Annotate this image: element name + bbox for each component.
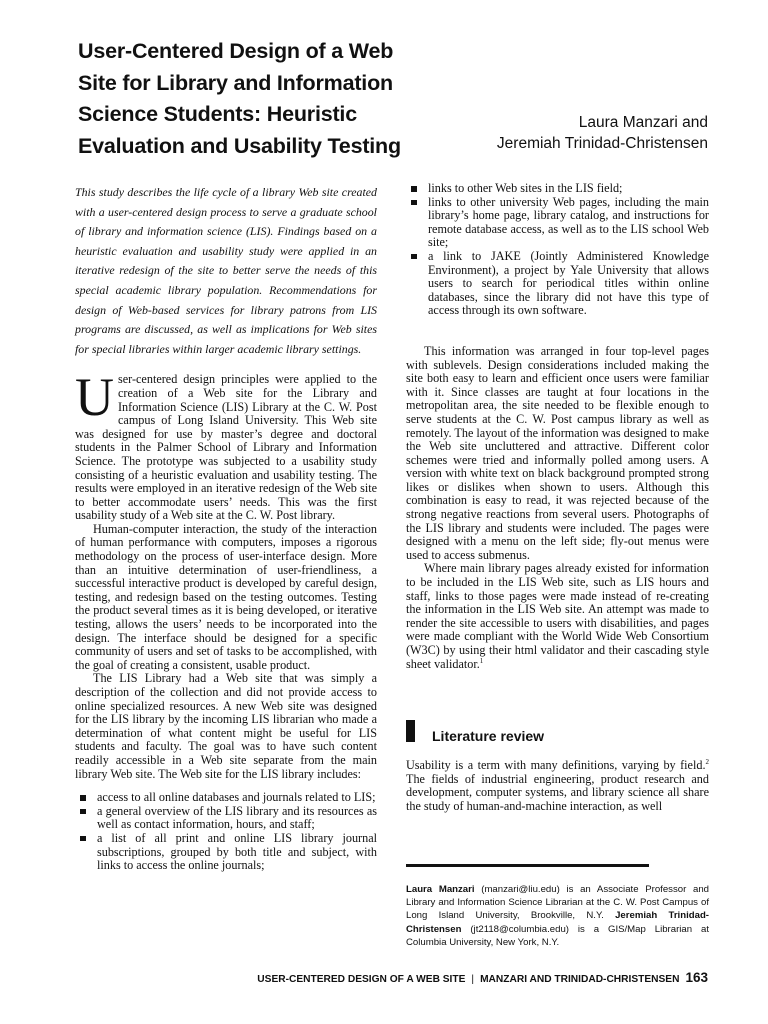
body-paragraph: The LIS Library had a Web site that was simply a description of the collection and did not provide access to online specialized resources. A new Web site was designed for the LIS library by the incoming LIS librarian who made a determination of what content might be useful for LIS students and faculty. The goal was to have such content readily accessible in a Web site separate from the main library Web site. The Web site for the LIS library includes: [75, 671, 377, 781]
body-paragraph: Human-computer interaction, the study of the interaction of human performance with computers, imposes a rigorous methodology on the process of user-interface design. More than an intuitive determination of user-friendliness, a successful interactive product is developed by careful design, testing, and redesign based on the testing outcomes. Testing the product several times as it is being developed, or iterative testing, allows the users’ needs to be incorporated into the design. The interface should be designed for a specific community of users and set of tasks to be accomplished, with the goal of creating a consistent, usable product. [75, 521, 377, 672]
running-title: USER-CENTERED DESIGN OF A WEB SITE [257, 974, 466, 985]
body-paragraph: Usability is a term with many definitions, varying by field.$^2$ The fields of industrial engineering, product research and development, computer systems, and library science all share the study of human-and-machine interaction, as well [406, 757, 709, 813]
body-paragraph: Where main library pages already existed for information to be included in the LIS Web site, such as LIS hours and staff, links to those pages were made instead of re-creating the information in the LIS Web site. An attempt was made to render the site accessible to users with disabilities, and pages were made compliant with the World Wide Web Consortium (W3C) by using their html validator and their cascading style sheet validator.$^1$ [406, 561, 709, 671]
section-heading: Literature review [432, 728, 545, 744]
footnote-marker: 1 [479, 656, 484, 665]
drop-cap: U [75, 367, 114, 428]
bullet-icon [411, 186, 417, 192]
title-line: Science Students: Heuristic [78, 102, 357, 126]
bullet-icon [411, 200, 417, 206]
footnote-marker: 2 [705, 757, 709, 766]
body-paragraph: This information was arranged in four top-level pages with sublevels. Design considerations included making the site both easy to learn and efficient once users were familiar with it. Since classes are taught at four locations in the metropolitan area, the site needed to be flexible enough to serve students at the C. W. Post campus library as well as remotely. The layout of the information was designed to make the Web site uncluttered and attractive. Different color schemes were tried and informally polled among users. A version with white text on black background prompted strong likes or dislikes when shown to users. Although this combination is easy to read, it was rejected because of the strong negative reactions from several users. Photographs of the LIS library and students were included. The pages were designed with a menu on the left side; fly-out menus were used to access submenus. [406, 343, 709, 562]
list-item: a link to JAKE (Jointly Administered Knowledge Environment), a project by Yale University that allows users to search for periodical titles within online databases, since the library did not have this type of access through its own software. [428, 250, 709, 318]
title-line: Evaluation and Usability Testing [78, 133, 401, 158]
footnote-rule [406, 864, 649, 867]
list-item: a list of all print and online LIS library journal subscriptions, grouped by both title and subject, with links to access the online journals; [97, 832, 377, 873]
bullet-icon [80, 809, 86, 815]
feature-list [75, 791, 377, 873]
author-line: Jeremiah Trinidad-Christensen [496, 135, 708, 152]
abstract: This study describes the life cycle of a library Web site created with a user-centered design process to serve a graduate school of library and information science (LIS). Findings based on a heuristic evaluation and usability study were applied in an iterative redesign of the site to better serve the needs of this special academic library population. Recommendations for design of Web-based services for library patrons from LIS programs are discussed, as well as implications for Web sites for special libraries within larger academic library settings. [75, 185, 377, 356]
bullet-icon [411, 254, 417, 260]
feature-list-continued [406, 182, 709, 318]
paragraph-text: ser-centered design principles were applied to the creation of a Web site for the Library and Information Science (LIS) Library at the C. W. Post campus of Long Island University. This Web site was designed for use by master’s degree and doctoral students in the Palmer School of Library and Information Science. The prototype was subjected to a usability study consisting of a heuristic evaluation and usability testing. The results were employed in an iterative redesign of the Web site to better accommodate users’ needs. This was the first usability study of a Web site at the C. W. Post library. [75, 372, 377, 523]
running-authors: MANZARI AND TRINIDAD-CHRISTENSEN [480, 974, 680, 985]
bullet-icon [80, 836, 86, 842]
title-line: Site for Library and Information [78, 70, 393, 95]
section-marker [406, 720, 415, 742]
list-item: links to other Web sites in the LIS field; [428, 182, 709, 196]
body-paragraph [75, 367, 377, 523]
page-number: 163 [685, 970, 708, 985]
body-text-left [75, 367, 377, 873]
author-bio: Laura Manzari (manzari@liu.edu) is an Associate Professor and Library and Information Science Librarian at the C. W. Post Campus of Long Island University, Brookville, N.Y. Jeremiah Trinidad-Christensen (jt2118@columbia.edu) is a GIS/Map Librarian at Columbia University, New York, N.Y. [406, 884, 709, 948]
author-name: Laura Manzari [406, 884, 475, 895]
body-text-right [406, 345, 709, 671]
article-title [78, 36, 458, 162]
list-item: links to other university Web pages, including the main library’s home page, library catalog, and instructions for remote database access, as well as to the LIS school Web site; [428, 196, 709, 250]
list-item: a general overview of the LIS library and its resources as well as contact information, hours, and staff; [97, 805, 377, 832]
right-column [406, 182, 709, 671]
list-item: access to all online databases and journals related to LIS; [97, 791, 377, 805]
footer-separator: | [471, 974, 475, 985]
author-block [497, 112, 708, 154]
author-line: Laura Manzari and [578, 114, 708, 131]
left-column [75, 183, 377, 873]
literature-review-text [406, 759, 709, 813]
author-name: Jeremiah Trinidad-Christensen [406, 910, 709, 935]
running-footer [257, 970, 708, 985]
title-line: User-Centered Design of a Web [78, 39, 394, 63]
bullet-icon [80, 795, 86, 801]
